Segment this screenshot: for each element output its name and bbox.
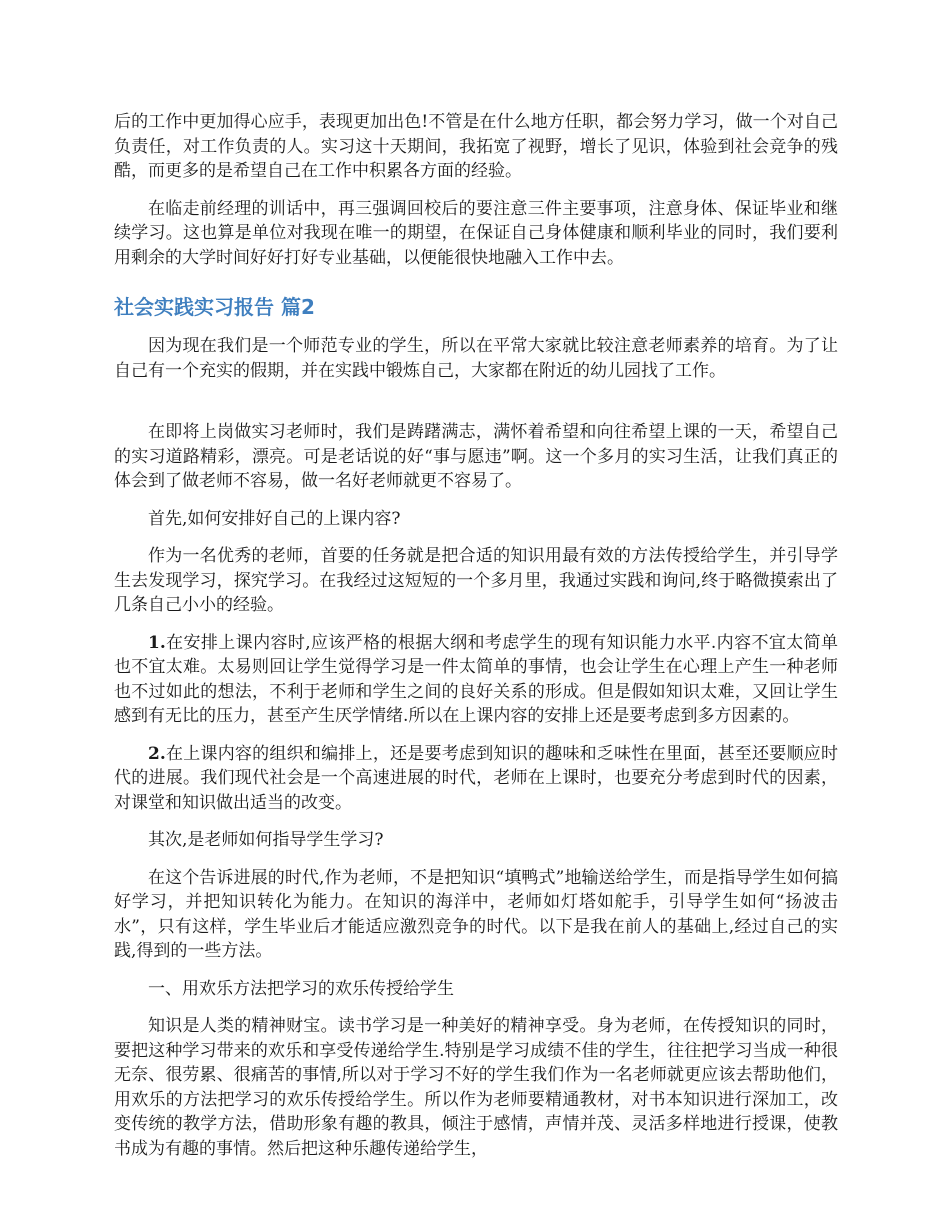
paragraph-continued: 后的工作中更加得心应手，表现更加出色!不管是在什么地方任职，都会努力学习，做一个对自己负责任，对工作负责的人。实习这十天期间，我拓宽了视野，增长了见识，体验到社会竞争的残酷，而更多的是希望自己在工作中积累各方面的经验。: [114, 112, 838, 181]
paragraph: 作为一名优秀的老师，首要的任务就是把合适的知识用最有效的方法传授给学生，并引导学生去发现学习，探究学习。在我经过这短短的一个多月里，我通过实践和询问,终于略微摸索出了几条自己小小的经验。: [114, 546, 838, 615]
point-number: 2.: [148, 743, 166, 764]
point-number: 1.: [148, 632, 166, 653]
paragraph-question: 其次,是老师如何指导学生学习?: [148, 830, 384, 850]
document-body: [114, 110, 838, 1174]
paragraph-point-1: [114, 631, 838, 729]
point-text: 在上课内容的组织和编排上，还是要考虑到知识的趣味和乏味性在里面，甚至还要顺应时代的进展。我们现代社会是一个高速进展的时代，老师在上课时，也要充分考虑到时代的因素，对课堂和知识做出适当的改变。: [114, 743, 838, 813]
paragraph-question: 首先,如何安排好自己的上课内容?: [148, 508, 401, 529]
paragraph: 在即将上岗做实习老师时，我们是踌躇满志，满怀着希望和向往希望上课的一天，希望自己的实习道路精彩，漂亮。可是老话说的好“事与愿违”啊。这一个多月的实习生活，让我们真正的体会到了做老师不容易，做一名好老师就更不容易了。: [114, 422, 838, 491]
paragraph-subheading: 一、用欢乐方法把学习的欢乐传授给学生: [148, 978, 454, 999]
paragraph: 因为现在我们是一个师范专业的学生，所以在平常大家就比较注意老师素养的培育。为了让自己有一个充实的假期，并在实践中锻炼自己，大家都在附近的幼儿园找了工作。: [114, 336, 838, 381]
paragraph-point-2: [114, 742, 838, 816]
paragraph: 在临走前经理的训话中，再三强调回校后的要注意三件主要事项，注意身体、保证毕业和继续学习。这也算是单位对我现在唯一的期望，在保证自己身体健康和顺利毕业的同时，我们要利用剩余的大学时间好好打好专业基础，以便能很快地融入工作中去。: [114, 198, 838, 268]
point-text: 在安排上课内容时,应该严格的根据大纲和考虑学生的现有知识能力水平.内容不宜太简单也不宜太难。太易则回让学生觉得学习是一件太简单的事情，也会让学生在心理上产生一种老师也不过如此的想法，不利于老师和学生之间的良好关系的形成。但是假如知识太难，又回让学生感到有无比的压力，甚至产生厌学情绪.所以在上课内容的安排上还是要考虑到多方因素的。: [114, 632, 838, 726]
section-heading: 社会实践实习报告 篇2: [114, 295, 315, 319]
paragraph: 在这个告诉进展的时代,作为老师，不是把知识“填鸭式”地输送给学生，而是指导学生如何搞好学习，并把知识转化为能力。在知识的海洋中，老师如灯塔如舵手，引导学生如何“扬波击水”，只有这样，学生毕业后才能适应激烈竞争的时代。以下是我在前人的基础上,经过自己的实践,得到的一些方法。: [114, 867, 838, 961]
paragraph: 知识是人类的精神财宝。读书学习是一种美好的精神享受。身为老师，在传授知识的同时，要把这种学习带来的欢乐和享受传递给学生.特别是学习成绩不佳的学生，往往把学习当成一种很无奈、很劳累、很痛苦的事情,所以对于学习不好的学生我们作为一名老师就更应该去帮助他们，用欢乐的方法把学习的欢乐传授给学生。所以作为老师要精通教材，对书本知识进行深加工，改变传统的教学方法，借助形象有趣的教具，倾注于感情，声情并茂、灵活多样地进行授课，使教书成为有趣的事情。然后把这种乐趣传递给学生，: [114, 1016, 838, 1159]
